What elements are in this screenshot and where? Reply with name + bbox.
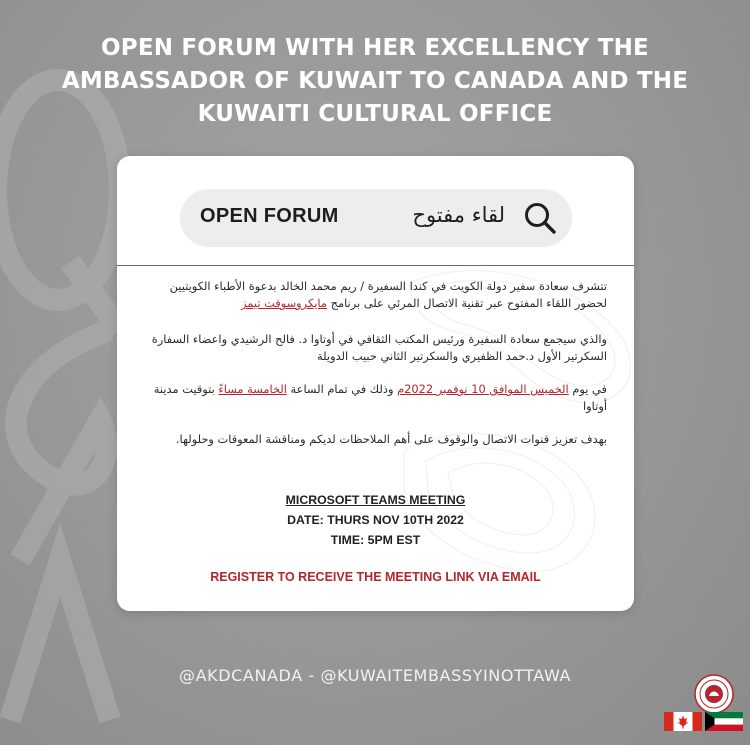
meeting-details: [117, 490, 634, 550]
meeting-title: MICROSOFT TEAMS MEETING: [285, 493, 466, 507]
meeting-date: DATE: THURS NOV 10TH 2022: [287, 513, 464, 527]
kuwait-flag-icon: [705, 712, 743, 731]
meeting-time: TIME: 5PM EST: [330, 533, 421, 547]
teams-app-highlight: مايكروسوفت تيمز: [241, 296, 327, 310]
search-label-english: OPEN FORUM: [200, 205, 339, 227]
purpose-text: بهدف تعزيز قنوات الاتصال والوقوف على أهم الملاحظات لديكم ومناقشة المعوقات وحلولها.: [175, 432, 607, 446]
cultural-office-seal-icon: [694, 674, 734, 714]
attendees-paragraph: [145, 331, 607, 365]
social-handles: @AKDCANADA - @KUWAITEMBASSYINOTTAWA: [178, 666, 572, 685]
canada-flag-icon: [664, 712, 702, 731]
search-label-arabic: لقاء مفتوح: [412, 203, 505, 227]
search-bar: [180, 189, 572, 247]
search-icon: [523, 201, 557, 235]
schedule-paragraph: [145, 381, 607, 415]
invitation-paragraph: [145, 278, 607, 312]
divider-line: [117, 265, 634, 266]
schedule-pre: في يوم: [568, 382, 607, 396]
purpose-paragraph: [145, 431, 607, 448]
title-line-3: KUWAITI CULTURAL OFFICE: [197, 101, 553, 127]
schedule-post: بتوقيت مدينة أوتاوا: [153, 382, 607, 413]
page-title: [0, 32, 750, 131]
title-line-2: AMBASSADOR OF KUWAIT TO CANADA AND THE: [61, 68, 689, 94]
register-call-to-action[interactable]: REGISTER TO RECEIVE THE MEETING LINK VIA EMAIL: [210, 570, 541, 584]
schedule-day-highlight: الخميس الموافق 10 نوفمبر 2022م: [397, 382, 569, 396]
invitation-card: [117, 156, 634, 611]
attendees-text: والذي سيجمع سعادة السفيرة ورئيس المكتب الثقافي في أوتاوا د. فالح الرشيدي واعضاء السفارة السكرتير الأول د.حمد الظفيري والسكرتير الثاني حبيب الدويلة: [151, 332, 607, 363]
invitation-text: تتشرف سعادة سفير دولة الكويت في كندا السفيرة / ريم محمد الخالد بدعوة الأطباء الكويتيين لحضور اللقاء المفتوح عبر تقنية الاتصال المرئي على برنامج: [169, 279, 607, 310]
schedule-mid: وذلك في تمام الساعة: [286, 382, 398, 396]
title-line-1: OPEN FORUM WITH HER EXCELLENCY THE: [101, 35, 649, 61]
schedule-time-highlight: الخامسة مساءً: [218, 382, 287, 396]
